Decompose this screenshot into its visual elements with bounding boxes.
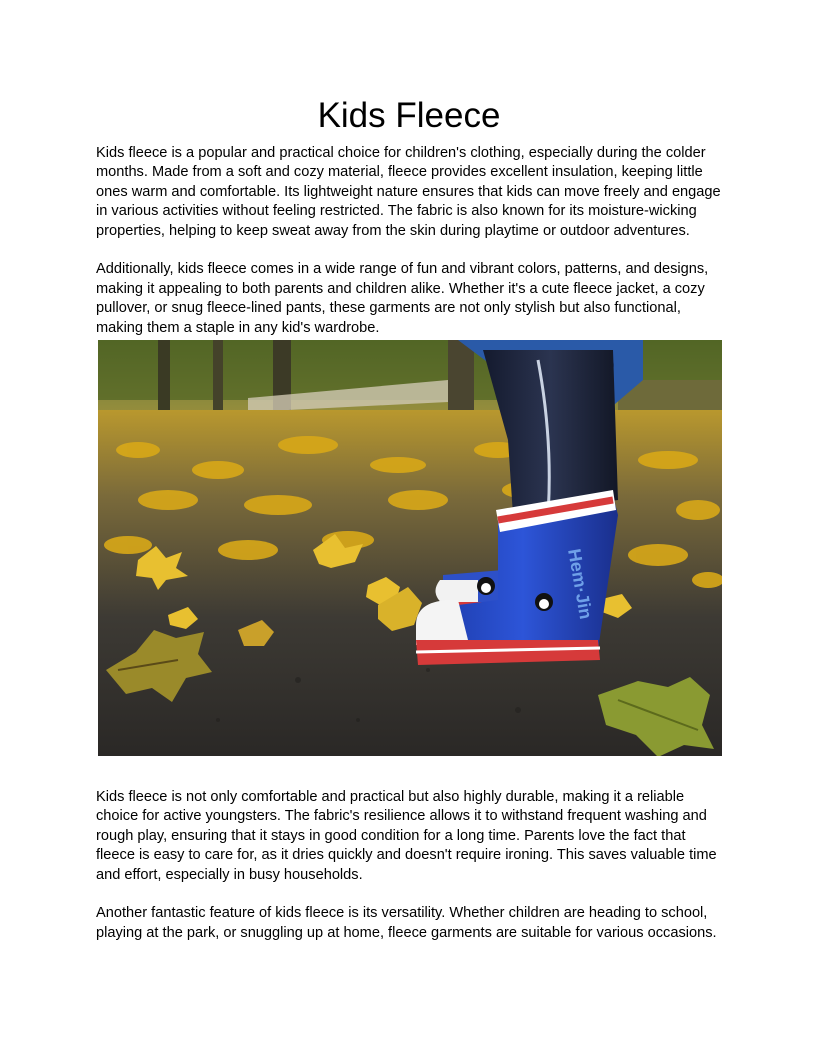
paragraph-3: Kids fleece is not only comfortable and practical but also highly durable, making it a reliable choice for active youngsters. The fabric's resilience allows it to withstand frequent washing and rough play, ensuring that it stays in good condition for a long time. Parents love the fact that fleece is easy to care for, as it dries quickly and doesn't require ironing. This saves valuable time and effort, especially in busy households. — [96, 789, 717, 883]
document-page — [96, 92, 722, 963]
paragraph-2: Additionally, kids fleece comes in a wide range of fun and vibrant colors, patterns, and designs, making it appealing to both parents and children alike. Whether it's a cute fleece jacket, a cozy pullover, or snug fleece-lined pants, these garments are not only stylish but also functional, making them a staple in any kid's wardrobe. — [96, 261, 709, 336]
paragraph-4: Another fantastic feature of kids fleece is its versatility. Whether children are heading to school, playing at the park, or snuggling up at home, fleece garments are suitable for various occasions. — [96, 905, 717, 941]
document-title: Kids Fleece — [317, 96, 501, 135]
boot-brand-text: Hem·Jin — [564, 547, 597, 621]
paragraph-1: Kids fleece is a popular and practical choice for children's clothing, especially during the colder months. Made from a soft and cozy material, fleece provides excellent insulation, keeping little ones warm and comfortable. Its lightweight nature ensures that kids can move freely and engage in various activities without feeling restricted. The fabric is also known for its moisture-wicking properties, helping to keep sweat away from the skin during playtime or outdoor adventures. — [96, 145, 721, 239]
child-rain-boots-photo — [98, 340, 722, 756]
